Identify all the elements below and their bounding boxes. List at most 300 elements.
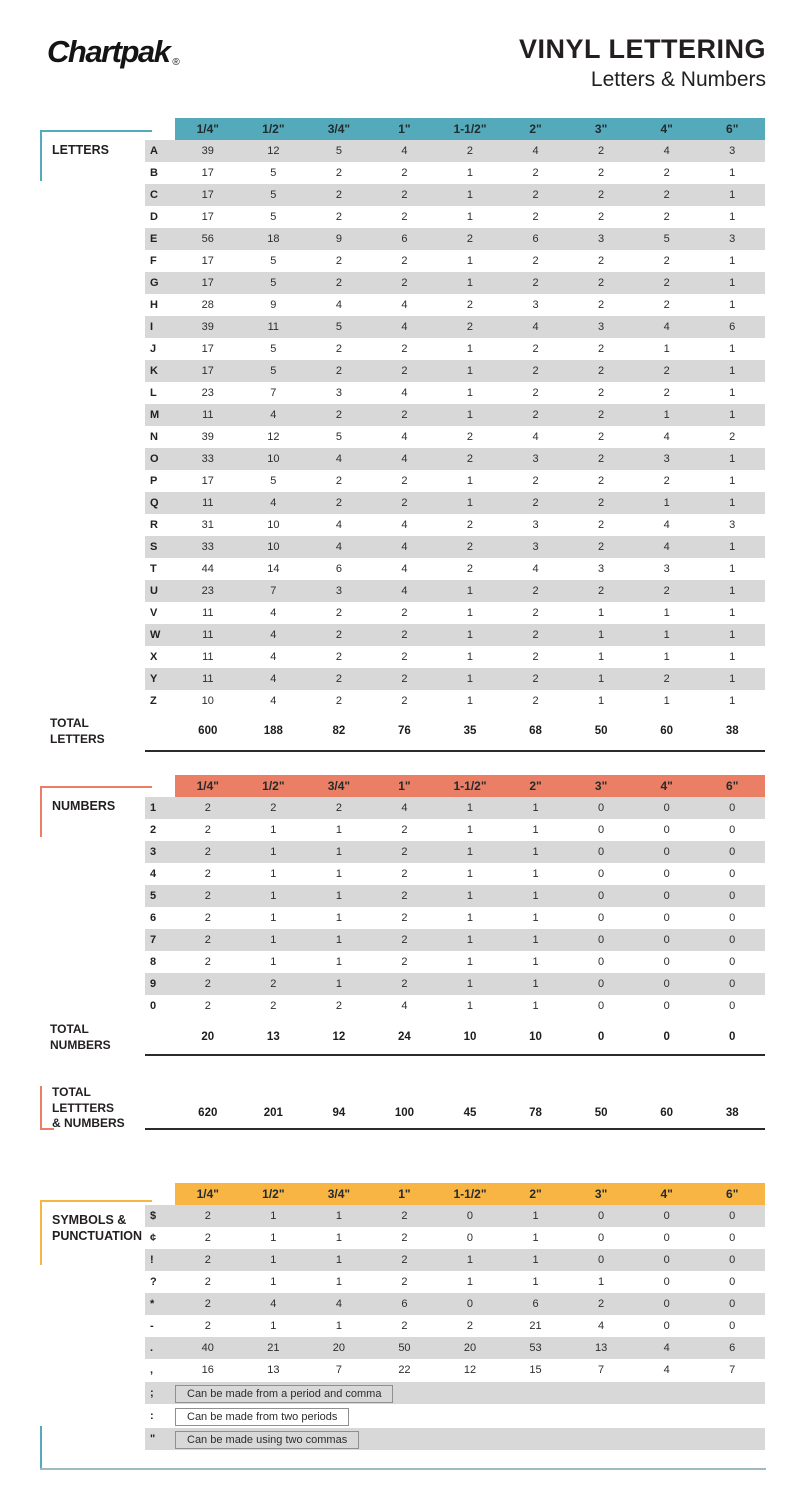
total-count-cell: 24 [398, 1031, 411, 1043]
count-cell: 2 [204, 912, 211, 924]
count-cell: 2 [532, 651, 539, 663]
count-cell: 2 [335, 189, 342, 201]
size-column-header: 3" [568, 118, 634, 140]
count-cell: 2 [335, 365, 342, 377]
note-cell [175, 1430, 765, 1449]
table-row [145, 885, 765, 907]
count-cell: 4 [401, 519, 408, 531]
count-cell: 1 [729, 211, 736, 223]
count-cell: 0 [663, 824, 670, 836]
count-cell: 2 [532, 585, 539, 597]
table-row [145, 951, 765, 973]
count-cell: 2 [663, 475, 670, 487]
numbers-table-header [145, 775, 765, 797]
count-cell: 1 [729, 387, 736, 399]
row-label: T [150, 563, 157, 575]
count-cell: 1 [466, 343, 474, 355]
table-row [145, 360, 765, 382]
count-cell: 1 [532, 1276, 539, 1288]
size-column-header: 4" [634, 1183, 700, 1205]
count-cell: 2 [598, 343, 605, 355]
count-cell: 2 [598, 1298, 605, 1310]
count-cell: 1 [729, 563, 736, 575]
count-cell: 2 [204, 1000, 211, 1012]
table-row [145, 228, 765, 250]
count-cell: 2 [204, 802, 211, 814]
count-cell: 17 [201, 211, 214, 223]
count-cell: 1 [270, 824, 277, 836]
count-cell: 4 [270, 497, 277, 509]
count-cell: 1 [532, 846, 539, 858]
row-label: K [150, 365, 158, 377]
count-cell: 1 [532, 1232, 539, 1244]
size-column-header: 1/4" [175, 775, 241, 797]
count-cell: 2 [401, 343, 408, 355]
count-cell: 4 [663, 1364, 670, 1376]
row-label: L [150, 387, 157, 399]
total-count-cell: 20 [201, 1031, 215, 1043]
count-cell: 1 [729, 695, 736, 707]
count-cell: 2 [401, 1232, 408, 1244]
count-cell: 39 [201, 145, 214, 157]
table-row [145, 382, 765, 404]
total-count-cell: 94 [332, 1107, 346, 1119]
count-cell: 4 [598, 1320, 605, 1332]
count-cell: 1 [466, 189, 474, 201]
count-cell: 4 [663, 519, 670, 531]
total-count-cell: 82 [332, 725, 346, 737]
count-cell: 2 [663, 585, 670, 597]
count-cell: 2 [335, 475, 342, 487]
count-cell: 11 [202, 607, 214, 619]
table-row [145, 819, 765, 841]
letters-table [145, 118, 765, 712]
count-cell: 0 [729, 824, 736, 836]
size-column-header: 3/4" [306, 775, 372, 797]
total-count-cell: 0 [597, 1031, 605, 1043]
count-cell: 39 [201, 321, 214, 333]
count-cell: 1 [270, 868, 277, 880]
table-row [145, 1293, 765, 1315]
count-cell: 2 [204, 846, 211, 858]
count-cell: 2 [466, 563, 474, 575]
count-cell: 2 [663, 365, 670, 377]
count-cell: 4 [401, 541, 408, 553]
count-cell: 2 [270, 802, 277, 814]
count-cell: 2 [204, 1232, 211, 1244]
count-cell: 5 [270, 365, 277, 377]
count-cell: 17 [201, 365, 214, 377]
count-cell: 1 [466, 824, 474, 836]
count-cell: 1 [532, 868, 539, 880]
count-cell: 1 [466, 277, 474, 289]
count-cell: 4 [663, 431, 670, 443]
count-cell: 4 [401, 802, 408, 814]
count-cell: 13 [267, 1364, 280, 1376]
count-cell: 14 [267, 563, 280, 575]
count-cell: 2 [532, 277, 539, 289]
size-column-header: 1/2" [241, 118, 307, 140]
count-cell: 1 [729, 277, 736, 289]
count-cell: 0 [598, 1210, 605, 1222]
count-cell: 2 [598, 431, 605, 443]
count-cell: 4 [335, 299, 342, 311]
count-cell: 0 [466, 1298, 474, 1310]
count-cell: 2 [335, 409, 342, 421]
count-cell: 10 [267, 541, 280, 553]
count-cell: 1 [466, 695, 474, 707]
count-cell: 20 [332, 1342, 345, 1354]
count-cell: 2 [335, 695, 342, 707]
count-cell: 4 [663, 145, 670, 157]
count-cell: 2 [598, 541, 605, 553]
count-cell: 1 [466, 868, 474, 880]
count-cell: 2 [335, 673, 342, 685]
count-cell: 0 [598, 1254, 605, 1266]
count-cell: 10 [267, 453, 280, 465]
size-column-header: 4" [634, 775, 700, 797]
count-cell: 3 [532, 541, 539, 553]
table-row [145, 140, 765, 162]
total-count-cell: 68 [529, 725, 542, 737]
count-cell: 1 [270, 1254, 277, 1266]
count-cell: 0 [729, 1298, 736, 1310]
count-cell: 16 [201, 1364, 214, 1376]
count-cell: 17 [201, 189, 214, 201]
count-cell: 1 [729, 167, 736, 179]
logo-text: Chartpak [47, 34, 170, 69]
count-cell: 1 [729, 189, 736, 201]
count-cell: 1 [729, 299, 736, 311]
count-cell: 3 [729, 519, 736, 531]
row-label: S [150, 541, 158, 553]
count-cell: 9 [335, 233, 342, 245]
count-cell: 17 [201, 277, 214, 289]
count-cell: 1 [532, 912, 539, 924]
table-row [145, 272, 765, 294]
total-count-cell: 0 [729, 1031, 736, 1043]
note-row [145, 1428, 765, 1450]
count-cell: 1 [335, 868, 342, 880]
count-cell: 2 [532, 629, 539, 641]
size-column-header: 3" [568, 1183, 634, 1205]
count-cell: 2 [532, 167, 539, 179]
size-column-header: 2" [503, 1183, 569, 1205]
count-cell: 0 [729, 1320, 736, 1332]
count-cell: 11 [202, 651, 214, 663]
count-cell: 4 [532, 431, 539, 443]
note-cell [175, 1407, 765, 1426]
note-symbol: ; [150, 1387, 154, 1399]
count-cell: 1 [532, 934, 539, 946]
letters-table-header [145, 118, 765, 140]
count-cell: 3 [598, 233, 605, 245]
count-cell: 2 [401, 934, 408, 946]
row-label: N [150, 431, 158, 443]
note-row [145, 1382, 765, 1404]
count-cell: 1 [466, 1254, 474, 1266]
row-label: 5 [150, 890, 157, 902]
count-cell: 1 [335, 824, 342, 836]
count-cell: 4 [401, 431, 408, 443]
table-row [145, 404, 765, 426]
count-cell: 11 [202, 409, 214, 421]
size-column-header: 1" [372, 1183, 438, 1205]
count-cell: 2 [598, 277, 605, 289]
total-count-cell: 600 [198, 725, 218, 737]
count-cell: 5 [270, 189, 277, 201]
count-cell: 2 [532, 673, 539, 685]
count-cell: 1 [532, 824, 539, 836]
count-cell: 2 [532, 365, 539, 377]
count-cell: 13 [594, 1342, 608, 1354]
count-cell: 1 [466, 912, 474, 924]
count-cell: 33 [201, 541, 214, 553]
total-count-cell: 50 [594, 725, 608, 737]
count-cell: 0 [663, 934, 670, 946]
count-cell: 4 [663, 1342, 670, 1354]
count-cell: 4 [532, 145, 539, 157]
count-cell: 0 [598, 868, 605, 880]
count-cell: 0 [663, 912, 670, 924]
count-cell: 17 [201, 167, 214, 179]
count-cell: 0 [598, 956, 605, 968]
count-cell: 44 [201, 563, 214, 575]
count-cell: 2 [466, 299, 474, 311]
count-cell: 12 [463, 1364, 477, 1376]
table-row [145, 536, 765, 558]
count-cell: 0 [663, 1298, 670, 1310]
count-cell: 4 [270, 409, 277, 421]
symbols-table-body [145, 1205, 765, 1381]
row-label: ¢ [150, 1232, 157, 1244]
count-cell: 0 [663, 1320, 670, 1332]
count-cell: 0 [663, 802, 670, 814]
count-cell: 11 [267, 321, 280, 333]
count-cell: 31 [201, 519, 214, 531]
count-cell: 2 [729, 431, 736, 443]
row-label: D [150, 211, 158, 223]
count-cell: 5 [270, 475, 277, 487]
count-cell: 0 [663, 956, 670, 968]
letters-section-label: LETTERS [40, 130, 152, 181]
size-column-header: 1/2" [241, 1183, 307, 1205]
count-cell: 6 [401, 233, 408, 245]
count-cell: 40 [201, 1342, 214, 1354]
count-cell: 4 [270, 651, 277, 663]
count-cell: 2 [466, 145, 474, 157]
count-cell: 10 [201, 695, 214, 707]
count-cell: 4 [663, 321, 670, 333]
count-cell: 1 [335, 1232, 342, 1244]
count-cell: 2 [204, 1276, 211, 1288]
count-cell: 2 [204, 978, 211, 990]
count-cell: 4 [270, 607, 277, 619]
count-cell: 50 [398, 1342, 411, 1354]
count-cell: 4 [401, 585, 408, 597]
count-cell: 1 [598, 607, 605, 619]
count-cell: 2 [401, 475, 408, 487]
count-cell: 1 [532, 978, 539, 990]
row-label: $ [150, 1210, 157, 1222]
table-row [145, 492, 765, 514]
count-cell: 2 [663, 299, 670, 311]
count-cell: 1 [663, 343, 670, 355]
chartpak-logo [47, 34, 180, 70]
count-cell: 1 [598, 629, 605, 641]
count-cell: 3 [663, 563, 670, 575]
size-column-header: 1/4" [175, 118, 241, 140]
count-cell: 1 [270, 1210, 277, 1222]
count-cell: 1 [532, 1254, 539, 1266]
count-cell: 3 [598, 563, 605, 575]
table-row [145, 1271, 765, 1293]
count-cell: 2 [401, 695, 408, 707]
count-cell: 5 [335, 145, 342, 157]
count-cell: 2 [598, 145, 605, 157]
count-cell: 4 [270, 695, 277, 707]
count-cell: 3 [598, 321, 605, 333]
total-count-cell: 188 [263, 725, 283, 737]
total-count-cell: 201 [263, 1107, 283, 1119]
count-cell: 1 [729, 651, 736, 663]
row-label: 4 [150, 868, 157, 880]
count-cell: 0 [598, 846, 605, 858]
count-cell: 2 [401, 824, 408, 836]
count-cell: 1 [335, 956, 342, 968]
total-count-cell: 0 [663, 1031, 670, 1043]
count-cell: 3 [532, 519, 539, 531]
table-row [145, 1227, 765, 1249]
count-cell: 9 [270, 299, 277, 311]
total-count-cell: 45 [463, 1107, 477, 1119]
table-row [145, 1249, 765, 1271]
count-cell: 2 [401, 365, 408, 377]
count-cell: 2 [335, 255, 342, 267]
count-cell: 1 [598, 695, 605, 707]
total-letters-row [145, 718, 765, 744]
numbers-section-label: NUMBERS [40, 786, 152, 837]
count-cell: 2 [401, 497, 408, 509]
row-label: P [150, 475, 158, 487]
total-numbers-label: TOTAL NUMBERS [50, 1022, 111, 1052]
count-cell: 1 [532, 890, 539, 902]
row-label: R [150, 519, 158, 531]
count-cell: 0 [729, 934, 736, 946]
count-cell: 22 [398, 1364, 411, 1376]
count-cell: 1 [270, 846, 277, 858]
row-label: J [150, 343, 157, 355]
count-cell: 4 [270, 629, 277, 641]
count-cell: 5 [270, 343, 277, 355]
registered-mark-icon: ® [172, 57, 180, 68]
count-cell: 1 [598, 673, 605, 685]
count-cell: 2 [401, 912, 408, 924]
count-cell: 1 [335, 934, 342, 946]
count-cell: 2 [401, 211, 408, 223]
count-cell: 1 [270, 1320, 277, 1332]
row-label: - [150, 1320, 154, 1332]
row-label: B [150, 167, 158, 179]
count-cell: 1 [270, 890, 277, 902]
count-cell: 2 [401, 277, 408, 289]
count-cell: 0 [729, 1210, 736, 1222]
count-cell: 0 [729, 912, 736, 924]
row-label: E [150, 233, 158, 245]
count-cell: 2 [532, 343, 539, 355]
count-cell: 4 [335, 541, 342, 553]
count-cell: 5 [270, 277, 277, 289]
count-cell: 2 [466, 431, 474, 443]
count-cell: 2 [466, 1320, 474, 1332]
count-cell: 1 [466, 978, 474, 990]
count-cell: 1 [466, 934, 474, 946]
count-cell: 4 [663, 541, 670, 553]
count-cell: 3 [335, 387, 342, 399]
count-cell: 1 [466, 629, 474, 641]
count-cell: 1 [335, 1210, 342, 1222]
count-cell: 0 [598, 890, 605, 902]
count-cell: 0 [729, 868, 736, 880]
count-cell: 4 [401, 563, 408, 575]
count-cell: 2 [401, 1276, 408, 1288]
count-cell: 12 [267, 145, 280, 157]
count-cell: 0 [663, 1276, 670, 1288]
count-cell: 2 [532, 475, 539, 487]
page-subtitle: Letters & Numbers [590, 68, 766, 91]
count-cell: 1 [729, 365, 736, 377]
count-cell: 1 [532, 1210, 539, 1222]
row-label: Z [150, 695, 157, 707]
count-cell: 1 [335, 846, 342, 858]
count-cell: 0 [663, 868, 670, 880]
count-cell: 2 [204, 890, 211, 902]
count-cell: 1 [466, 211, 474, 223]
table-row [145, 973, 765, 995]
count-cell: 2 [663, 673, 670, 685]
count-cell: 0 [663, 1210, 670, 1222]
count-cell: 1 [532, 802, 539, 814]
table-row [145, 426, 765, 448]
count-cell: 18 [267, 233, 280, 245]
count-cell: 2 [532, 409, 539, 421]
count-cell: 2 [598, 519, 605, 531]
count-cell: 0 [729, 1232, 736, 1244]
row-label: V [150, 607, 158, 619]
row-label: 6 [150, 912, 157, 924]
note-symbol: " [150, 1433, 156, 1445]
count-cell: 5 [663, 233, 670, 245]
count-cell: 2 [598, 255, 605, 267]
size-column-header: 1-1/2" [437, 118, 503, 140]
row-label: ? [150, 1276, 157, 1288]
count-cell: 5 [335, 431, 342, 443]
count-cell: 1 [466, 802, 474, 814]
total-count-cell: 10 [463, 1031, 477, 1043]
count-cell: 33 [201, 453, 214, 465]
count-cell: 1 [729, 673, 736, 685]
count-cell: 1 [270, 912, 277, 924]
count-cell: 0 [663, 846, 670, 858]
count-cell: 6 [532, 233, 539, 245]
combined-total-label [52, 1085, 126, 1132]
count-cell: 1 [466, 1000, 474, 1012]
count-cell: 2 [204, 956, 211, 968]
count-cell: 3 [335, 585, 342, 597]
total-numbers-row [145, 1024, 765, 1050]
count-cell: 2 [532, 607, 539, 619]
count-cell: 2 [335, 607, 342, 619]
